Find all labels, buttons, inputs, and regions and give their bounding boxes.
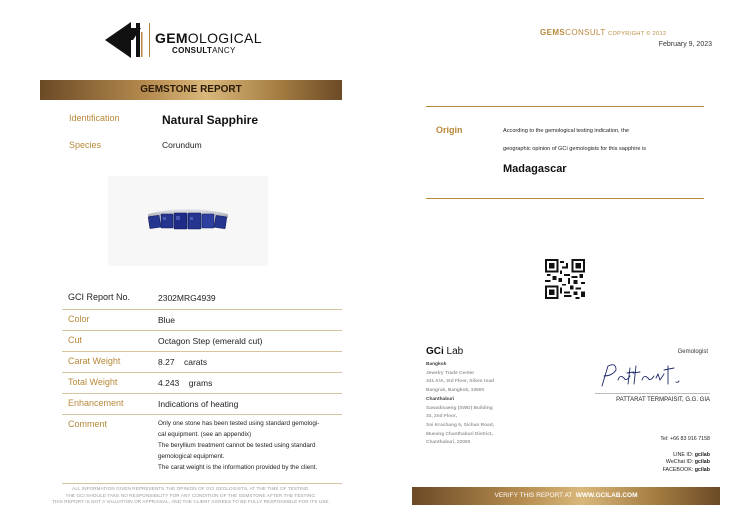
contact-facebook <box>600 467 710 475</box>
address-line: Sawadisaeng (SWD) Building <box>426 405 493 411</box>
disclaimer-line: ALL INFORMATION GIVEN REPRESENTS THE OPINION OF GCI GEOLOGISTS, AT THE TIME OF TESTING. <box>72 486 310 491</box>
wechat-label: WeChat ID: <box>665 459 695 465</box>
logo-subtitle-bold: CONSULT <box>172 46 213 55</box>
wechat-value: gcilab <box>694 459 710 465</box>
comment-line: cal equipment. (see an appendix) <box>158 431 252 438</box>
contact-line <box>600 452 710 460</box>
address-line: Soi Krachang 5, Sichan Road, <box>426 422 494 428</box>
contact-wechat <box>600 459 710 467</box>
origin-top-line <box>426 106 704 107</box>
gemologist-signature <box>594 360 704 390</box>
origin-label: Origin <box>436 125 463 135</box>
sapphire-ring-image <box>108 176 268 266</box>
address-line: Bangrak, Bangkok, 10500 <box>426 388 485 394</box>
details-table <box>62 289 342 484</box>
lab-name-bold: GCi <box>426 346 444 357</box>
carat-weight-value: 8.27 carats <box>158 357 208 367</box>
species-label: Species <box>69 140 102 150</box>
gemsconsult-header <box>540 28 666 37</box>
comment-label: Comment <box>68 419 108 429</box>
comment-line: Only one stone has been tested using standard gemologi- <box>158 420 320 427</box>
cut-value: Octagon Step (emerald cut) <box>158 336 263 346</box>
gemstone-photo <box>108 176 268 266</box>
address-line: Chanthaburi, 22000 <box>426 440 471 446</box>
origin-bottom-line <box>426 198 704 199</box>
logo-wordmark-light: OLOGICAL <box>187 30 262 46</box>
report-title: GEMSTONE REPORT <box>140 84 242 95</box>
disclaimer-line: THIS REPORT IS NOT A VALUATION OR APPRAISAL, AND THE CLIENT AGREES TO BE FULLY RESPONSIBLE FOR ITS USE. <box>52 499 330 505</box>
table-row <box>62 373 342 393</box>
color-label: Color <box>68 314 90 324</box>
enhancement-label: Enhancement <box>68 398 124 408</box>
logo-wordmark-bold: GEM <box>155 30 188 46</box>
origin-text: geographic opinion of GCi gemologists for this sapphire is <box>503 146 647 152</box>
address-line: Jewelry Trade Center <box>426 370 475 376</box>
comment-line: The beryllium treatment cannot be tested using standard <box>158 442 316 449</box>
table-row <box>62 352 342 372</box>
lab-name-light: Lab <box>443 346 464 357</box>
divider <box>62 483 342 484</box>
logo-subtitle-light: ANCY <box>212 46 236 55</box>
report-title-bar <box>40 80 342 100</box>
origin-value: Madagascar <box>503 163 567 175</box>
table-row <box>62 289 342 309</box>
gci-lab-title <box>426 346 463 357</box>
header-copyright: COPYRIGHT © 2012 <box>608 31 667 37</box>
color-value: Blue <box>158 315 176 325</box>
logo-wordmark <box>155 30 262 46</box>
table-row <box>62 310 342 330</box>
verify-bar <box>412 487 720 505</box>
identification-label: Identification <box>69 113 120 123</box>
header-brand-bold: GEMS <box>540 28 566 37</box>
address-line: 33, 2nd Floor, <box>426 414 457 420</box>
comment-line: The carat weight is the information provided by the client. <box>158 464 318 471</box>
contact-tel: Tel: +66 83 916 7158 <box>660 436 710 442</box>
origin-text: According to the gemological testing indication, the <box>503 128 629 134</box>
gemologist-title: Gemologist <box>677 349 708 355</box>
report-no-label: GCI Report No. <box>68 292 131 302</box>
lab-address <box>426 361 556 448</box>
total-weight-label: Total Weight <box>68 377 118 387</box>
qr-code[interactable] <box>545 259 585 299</box>
enhancement-value: Indications of heating <box>158 399 239 409</box>
cut-label: Cut <box>68 335 83 345</box>
carat-weight-label: Carat Weight <box>68 356 121 366</box>
verify-link[interactable]: WWW.GCILAB.COM <box>575 492 638 499</box>
species-value: Corundum <box>162 140 202 150</box>
logo-subtitle <box>172 46 236 55</box>
contact-block <box>600 436 710 474</box>
table-row <box>62 394 342 414</box>
disclaimer-line: THE GCI SHOULD TAKE NO RESPONSIBILITY FOR ANY CONDITION OF THE GEMSTONE AFTER THE TESTING. <box>65 492 317 498</box>
line-id-value: gcilab <box>694 451 710 458</box>
report-no-value: 2302MRG4939 <box>158 293 216 303</box>
header-brand-light: CONSULT <box>565 28 606 37</box>
report-date: February 9, 2023 <box>658 41 712 48</box>
address-city: Chanthaburi <box>426 396 455 402</box>
gemologist-name: PATTARAT TERMPAISIT, G.G. GIA <box>616 397 710 403</box>
comment-text <box>158 418 358 473</box>
table-row <box>62 415 342 483</box>
address-line: Mueang Chanthaburi District, <box>426 431 493 437</box>
table-row <box>62 331 342 351</box>
total-weight-value: 4.243 grams <box>158 378 213 388</box>
facebook-label: FACEBOOK: <box>662 466 695 473</box>
comment-line: gemological equipment. <box>158 453 225 460</box>
verify-text: VERIFY THIS REPORT AT <box>494 492 576 499</box>
disclaimer <box>40 486 342 506</box>
address-city: Bangkok <box>426 362 447 367</box>
address-line: 341 A/A, 3rd Floor, Silom road <box>426 379 495 385</box>
facebook-value: gcilab <box>694 466 710 473</box>
line-id-label: LINE ID: <box>673 451 695 458</box>
signature-line <box>595 393 710 394</box>
identification-value: Natural Sapphire <box>162 113 259 127</box>
